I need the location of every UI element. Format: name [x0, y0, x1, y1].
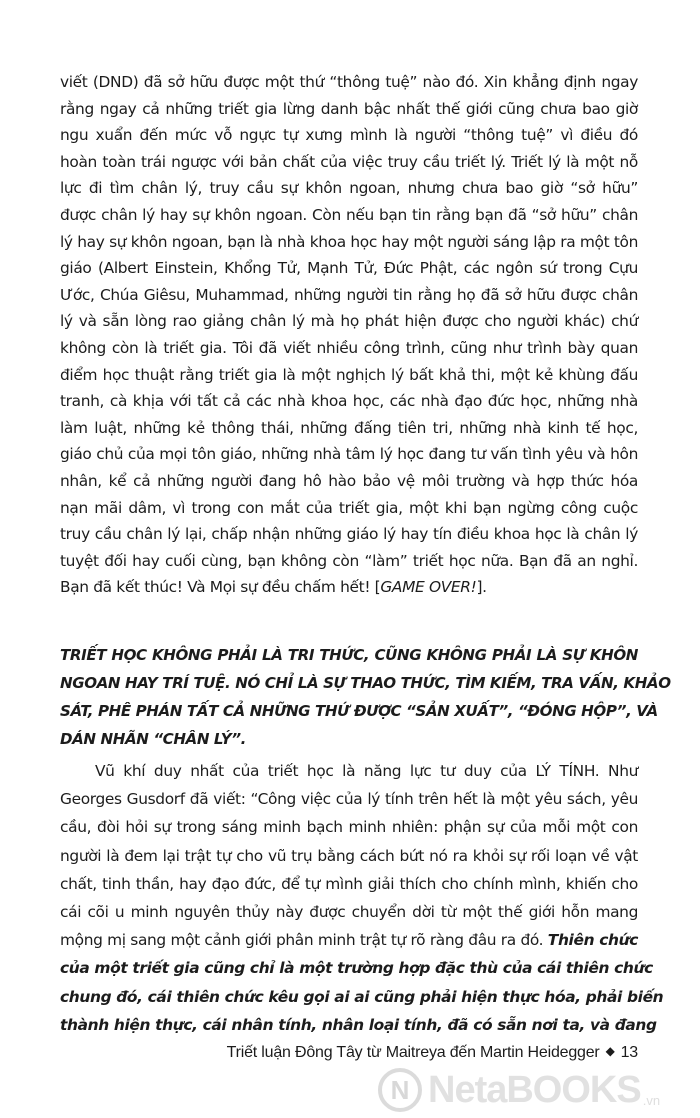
heading-line: TRIẾT HỌC KHÔNG PHẢI LÀ TRI THỨC, CŨNG KHÔNG PHẢI LÀ SỰ KHÔN [60, 646, 638, 664]
paragraph-2 [60, 757, 664, 1039]
heading-line: SÁT, PHÊ PHÁN TẤT CẢ NHỮNG THỨ ĐƯỢC “SẢN XUẤT”, “ĐÓNG HỘP”, VÀ [60, 702, 658, 720]
text-line [60, 926, 638, 954]
text-line: tranh, cà khịa với tất cả các nhà khoa học, các nhà đạo đức học, những nhà [60, 392, 638, 411]
bold-italic-line: thành hiện thực, cái nhân tính, nhân loại tính, đã có sẵn nơi ta, và đang [60, 1015, 657, 1034]
watermark-brand: NetaBOOKS [428, 1068, 641, 1111]
text-line: truy cầu chân lý lại, chấp nhận những giáo lý hay tín điều khoa học là chân lý [60, 525, 638, 544]
text-line: giáo (Albert Einstein, Khổng Tử, Mạnh Tử, Đức Phật, các ngôn sứ trong Cựu [60, 259, 638, 278]
italic-phrase: GAME OVER! [380, 578, 477, 597]
text-span: mộng mị sang một cảnh giới phân minh trật tự rõ ràng đâu ra đó. [60, 931, 548, 950]
publisher-watermark [378, 1062, 700, 1118]
text-line: cầu, đòi hỏi sự trong sáng minh bạch minh nhiên: phận sự của mỗi một con [60, 818, 638, 837]
text-line: Georges Gusdorf đã viết: “Công việc của lý tính trên hết là một yêu sách, yêu [60, 790, 638, 809]
text-line: hoàn toàn trái ngược với bản chất của việc truy cầu triết lý. Triết lý là một nỗ [60, 152, 638, 171]
logo-icon [378, 1068, 422, 1112]
text-line: không còn là triết gia. Tôi đã viết nhiều công trình, cũng như trình bày quan [60, 338, 638, 357]
heading-line: DÁN NHÃN “CHÂN LÝ”. [60, 730, 246, 748]
text-line: điểm học thuật rằng triết gia là một nghịch lý bất khả thi, một kẻ khùng đấu [60, 365, 638, 384]
paragraph-1 [60, 69, 638, 601]
text-line: nhân, kể cả những người đang hô hào bảo vệ môi trường và hợp thức hóa [60, 471, 638, 490]
page-number: 13 [620, 1044, 638, 1061]
bold-italic-line: chung đó, cái thiên chức kêu gọi ai ai cũng phải hiện thực hóa, phải biến [60, 987, 664, 1006]
logo-letter: N [390, 1074, 410, 1105]
text-line: cái cõi u minh nguyên thủy này được chuyển dời từ một thế giới hỗn mang [60, 903, 638, 922]
text-line: Vũ khí duy nhất của triết học là năng lực tư duy của LÝ TÍNH. Như [95, 762, 638, 780]
bold-italic-line: của một triết gia cũng chỉ là một trường hợp đặc thù của cái thiên chức [60, 959, 653, 978]
diamond-icon: ◆ [605, 1044, 615, 1058]
text-line: tuyệt đối hay cuối cùng, bạn không còn “làm” triết học nữa. Bạn đã an nghỉ. [60, 551, 638, 570]
text-line: viết (DND) đã sở hữu được một thứ “thông tuệ” nào đó. Xin khẳng định ngay [60, 73, 638, 91]
text-line-last [60, 574, 638, 601]
text-line: lý và sẵn lòng rao giảng chân lý mà họ phát hiện được cho người khác) chứ [60, 312, 638, 331]
text-line: giáo chủ của mọi tôn giáo, những nhà tâm lý học đang tư vấn tình yêu và hôn [60, 445, 638, 464]
text-line: rằng ngay cả những triết gia lừng danh bậc nhất thế giới cũng chưa bao giờ [60, 99, 638, 118]
section-heading [60, 641, 671, 753]
heading-line: NGOAN HAY TRÍ TUỆ. NÓ CHỈ LÀ SỰ THAO THỨC, TÌM KIẾM, TRA VẤN, KHẢO [60, 674, 671, 692]
text-line: làm luật, những kẻ thông thái, những đấng tiên tri, những nhà kinh tế học, [60, 418, 638, 437]
running-title: Triết luận Đông Tây từ Maitreya đến Martin Heidegger [226, 1044, 600, 1061]
text-line: chất, tinh thần, hay đạo đức, để tự mình giải thích cho chính mình, khiến cho [60, 874, 638, 893]
bold-italic-phrase: Thiên chức [547, 931, 638, 950]
text-line: được chân lý hay sự khôn ngoan. Còn nếu bạn tin rằng bạn đã “sở hữu” chân [60, 205, 638, 224]
watermark-suffix: .vn [642, 1093, 661, 1108]
text-line: người là đem lại trật tự cho vũ trụ bằng cách bứt nó ra khỏi sự rối loạn về vật [60, 846, 638, 865]
text-line: Ước, Chúa Giêsu, Muhammad, những người tin rằng họ đã sở hữu được chân [60, 285, 638, 304]
text-span: Bạn đã kết thúc! Và Mọi sự đều chấm hết! [ [60, 578, 381, 597]
page-footer [220, 1044, 638, 1062]
text-span: ]. [476, 578, 487, 597]
text-line: ngu xuẩn đến mức vỗ ngực tự xưng mình là người “thông tuệ” vì điều đó [60, 126, 638, 145]
text-line: lực đi tìm chân lý, truy cầu sự khôn ngoan, nhưng chưa bao giờ “sở hữu” [60, 179, 638, 198]
text-line: nạn mãi dâm, vì trong con mắt của triết gia, một khi bạn ngừng công cuộc [60, 498, 638, 517]
text-line: lý hay sự khôn ngoan, bạn là nhà khoa học hay một người sáng lập ra một tôn [60, 232, 638, 251]
